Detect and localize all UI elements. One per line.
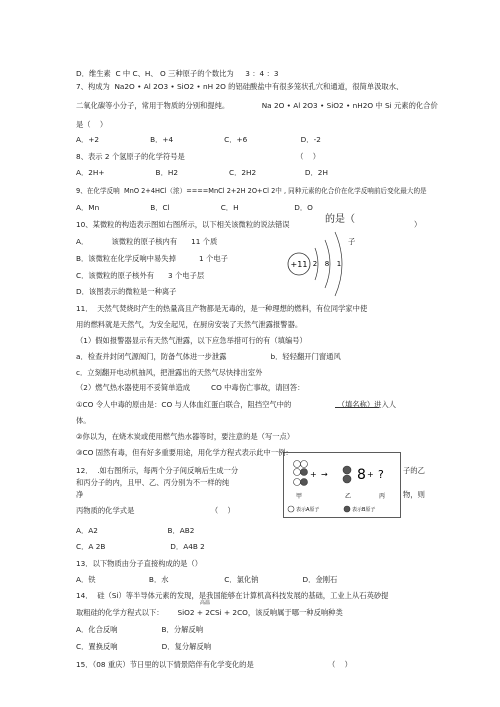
line-l16: 用的燃料就是天然气，为安全起见，在厨房安装了天然气泄露报警器。 (76, 320, 303, 329)
atom-b (343, 466, 351, 474)
atom-a (301, 461, 308, 468)
line-l17: （1）假如报警器显示有天然气泄露，以下应急举措可行的有（填编号） (76, 336, 307, 345)
line-l11: A． 该微粒的原子核内有 11 个质 (76, 237, 218, 246)
unknown-product: ? (378, 468, 384, 481)
shell-3-electrons: 1 (336, 260, 342, 268)
eight-coefficient: 8 (357, 467, 366, 483)
line-l11b: 子 (348, 237, 356, 246)
plus-sign-2: + (367, 470, 374, 479)
line-l18: a．检查并封闭气源阀门，防备气体进一步泄露 b．轻轻翻开门窗通风 (76, 352, 341, 361)
legend-b-label: 表示B原子 (352, 507, 376, 513)
legend-b-swatch (344, 506, 350, 512)
nucleus-charge: +11 (290, 260, 308, 269)
label-jia: 甲 (296, 493, 303, 500)
atom-b (343, 475, 351, 483)
line-l24: ③CO 固然有毒，但有好多重要用途，用化学方程式表示此中一例： (76, 448, 293, 457)
line-l36: C．置换反响 D．复分解反响 (76, 642, 212, 651)
line-l09: A．Mn B．Cl C．H D．O (76, 203, 313, 212)
line-l15: 11． 天然气焚烧时产生的热量高且产物都是无毒的，是一种理想的燃料，有位同学家中使 (76, 304, 368, 313)
line-l32: A．铁 B．水 C．氯化钠 D．金刚石 (76, 575, 338, 584)
line-l37: 15．（08 重庆）节日里的以下情景陪伴有化学变化的是 （ ） (76, 660, 352, 669)
legend-a-swatch (288, 506, 294, 512)
reaction-condition: 高温 (200, 600, 211, 606)
line-l07: A．2H+ B．H2 C．2H2 D．2H (76, 168, 328, 177)
line-l10c: ） (414, 220, 422, 229)
line-l29: A．A2 B．AB2 (76, 526, 195, 535)
legend-a-label: 表示A原子 (296, 507, 320, 513)
line-l20: （2）燃气热水器使用不妥简单造成 CO 中毒伤亡事故，请回答： (76, 383, 305, 392)
line-l31: 13．以下物质由分子直接构成的是（） (76, 559, 203, 568)
line-l26b: 物，则 (403, 490, 425, 499)
shell-2-electrons: 8 (324, 260, 330, 268)
atom-b (301, 469, 308, 476)
line-l04: 是（ ） (76, 120, 108, 129)
atom-a (294, 461, 301, 468)
atom-a (294, 469, 301, 476)
line-l03: 二氧化碳等小分子，常用于物质的分别和提纯。 Na 2O • Al 2O3 • SiO2 • nH2O 中 Si 元素的化合价 (76, 101, 438, 110)
line-l19: c．立刻翻开电动机抽风，把泄露出的天然气尽快排出室外 (76, 368, 263, 377)
atom-a (294, 479, 301, 486)
line-l23: ②你以为，在烧木炭或使用燃气热水器等时，要注意的是（写一点） (76, 432, 295, 441)
line-l12: B．该微粒在化学反响中易失掉 1 个电子 (76, 254, 228, 263)
line-l13: C．该微粒的原子核外有 3 个电子层 (76, 271, 205, 280)
answer-blank (335, 407, 379, 408)
atom-b (301, 479, 308, 486)
line-l01: D．维生素 C 中 C、H、 O 三种原子的个数比为 3 ：4 ：3 (76, 69, 279, 78)
line-l25b: 子的乙 (403, 466, 425, 475)
line-l28: 丙物质的化学式是 （ ） (76, 506, 235, 515)
reaction-arrow: → (321, 470, 328, 479)
line-l27: 净 (76, 490, 84, 499)
line-l02: 7、构成为 Na2O • Al 2O3 • SiO2 • nH 2O 的铝硅酸盐中有很多笼状孔穴和通道，很简单汲取水、 (76, 82, 404, 91)
line-l26: 和丙分子的内，且甲、乙、丙分别为不一样的纯 (76, 478, 230, 487)
shell-1-electrons: 2 (312, 260, 318, 268)
line-l06: 8、表示 2 个氢原子的化学符号是 （ ） (76, 152, 320, 161)
molecule-reaction-diagram (283, 452, 401, 518)
line-l08: 9、在化学反响 MnO 2+4HCl（浓）====MnCl 2+2H 2O+Cl 2中 , 同种元素的化合价在化学反响前后变化最大的是 (76, 187, 427, 195)
label-bing: 丙 (379, 493, 386, 500)
line-l10: 10、某微粒的构造表示图如右图所示，以下相关该微粒的说法错误 (76, 220, 290, 229)
atom-structure-diagram (285, 228, 355, 304)
line-l14: D．该图表示的微粒是一种离子 (76, 287, 177, 296)
plus-sign: + (310, 470, 317, 479)
line-l22: 体。 (76, 416, 91, 425)
line-l10b: 的是（ (325, 214, 355, 225)
line-l30: C．A 2B D．A4B 2 (76, 542, 205, 551)
line-l21: ①CO 令人中毒的原由是：CO 与人体血红蛋白联合，阻挡空气中的 （填名称）进入人 (76, 400, 397, 409)
line-l34: 取粗硅的化学方程式以下： SiO2 + 2CSi + 2CO，该反响属于哪一种反响种类 (76, 608, 343, 617)
line-l33: 14． 硅（Si）等半导体元素的发现，是我国能够在计算机高科技发展的基础，工业上从石英砂提 (76, 591, 389, 600)
line-l25: 12． .如右图所示，每两个分子间反响后生成一分 (76, 466, 239, 475)
line-l35: A．化合反响 B．分解反响 (76, 625, 204, 634)
label-yi: 乙 (345, 493, 352, 500)
line-l05: A．+2 B．+4 C．+6 D．-2 (76, 135, 321, 144)
